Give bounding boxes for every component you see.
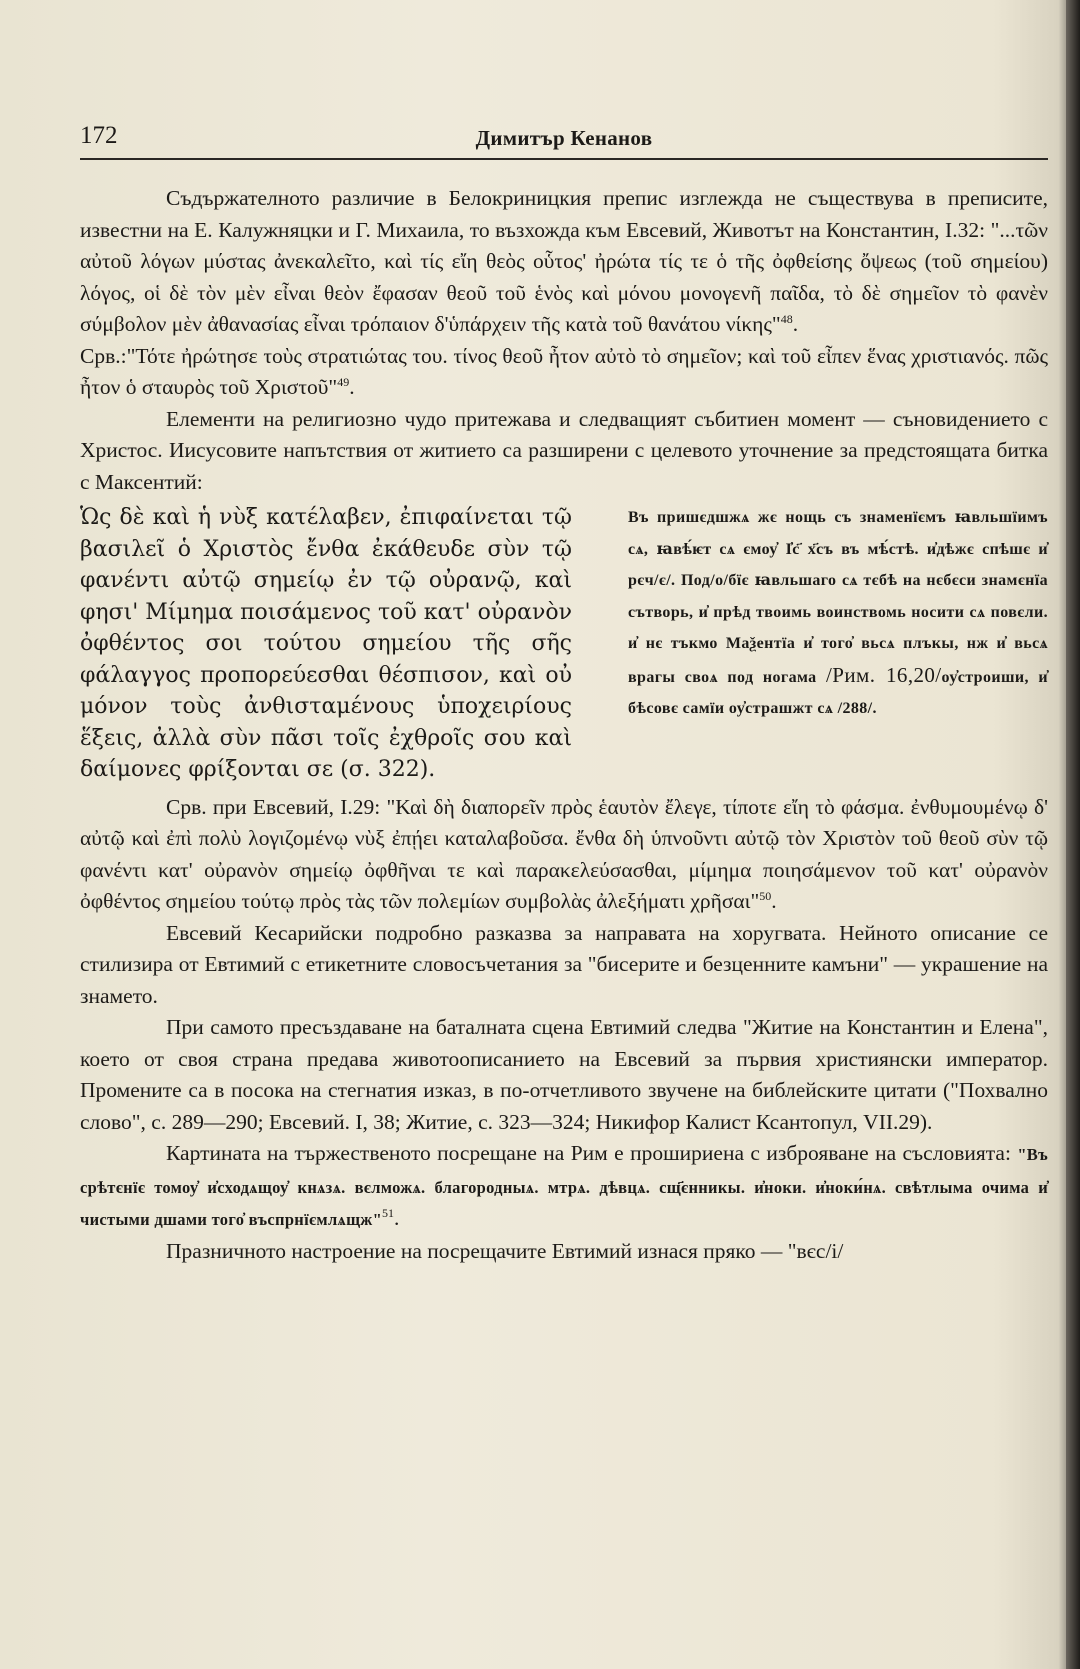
slavonic-column-text-a: Въ пришєдшжѧ жє нощь съ знаменїємъ ꙗвльшїимъ сѧ, ꙗвѣ́ѥт сѧ ємоу҆ І҆с҃ х҃съ въ мѣ́стѣ. и҆дѣжє спѣшє и҆ рєч/є/. Под/о/бїє ꙗвльшаго сѧ тєбѣ на нєбєси знамєнїа сътворь, и҆ прѣд твоимь воинствомь носити сѧ повєли. и҆ нє тъкмо Маѯентїа и҆ того҆ вьсѧ плъкы, нж и҆ вьсѧ врагы своѧ под ногама bbox=[628, 509, 1048, 686]
scripture-reference: /Рим. 16,20/ bbox=[826, 662, 942, 687]
paragraph-2 bbox=[80, 341, 1048, 404]
footnote-ref-48: 48 bbox=[780, 312, 793, 326]
page-header bbox=[80, 118, 1048, 160]
paragraph-1-end: . bbox=[792, 312, 799, 336]
running-head-author: Димитър Кенанов bbox=[475, 126, 653, 150]
page-number: 172 bbox=[80, 122, 118, 149]
text-body bbox=[80, 183, 1048, 1267]
parallel-columns bbox=[80, 502, 1048, 786]
paragraph-6: При самото пресъздаване на баталната сцена Евтимий следва "Житие на Константин и Елена", което от своя страна предава животоописанието на Евсевий за първия християнски император. Промените са в посока на стегнатия изказ, в по-отчетливото звучене на библейските цитати ("Похвално слово", с. 289—290; Евсевий. I, 38; Житие, с. 323—324; Никифор Калист Ксантопул, VII.29). bbox=[80, 1015, 1048, 1134]
paragraph-2-end: . bbox=[349, 375, 355, 399]
paragraph-4 bbox=[80, 792, 1048, 918]
paragraph-2-text: Срв.:"Τότε ἠρώτησε τοὺς στρατιώτας του. τίνος θεοῦ ἦτον αὐτὸ τὸ σημεῖον; καὶ τοῦ εἶπεν ἕνας χριστιανός. πῶς ἦτον ὁ σταυρὸς τοῦ Χριστοῦ" bbox=[80, 343, 1048, 399]
footnote-ref-49: 49 bbox=[337, 375, 350, 389]
paragraph-5: Евсевий Кесарийски подробно разказва за направата на хоругвата. Нейното описание се стилизира от Евтимий с етикетните словосъчетания за "бисерите и безценните камъни" — украшение на знамето. bbox=[80, 920, 1048, 1008]
paragraph-8: Празничното настроение на посрещачите Евтимий изнася пряко — "вєс/і/ bbox=[166, 1238, 844, 1263]
slavonic-column bbox=[628, 502, 1048, 786]
paragraph-4-end: . bbox=[771, 889, 777, 913]
book-spine-shadow bbox=[1066, 0, 1080, 1669]
paragraph-7-end: . bbox=[394, 1206, 400, 1230]
paragraph-1 bbox=[80, 183, 1048, 341]
slavonic-quote: "Въ срѣтєнїє томоу҆ и҆сходѧщоу҆ кнѧзѧ. вєлможѧ. благородныѧ. мтрѧ. дѣвцѧ. сщ҃єнникы. и҆ноки. и҆ноки́нѧ. свѣтлыма очима и҆ чистыми дшами того҆ въспрнїємлѧщж" bbox=[80, 1145, 1048, 1229]
greek-column: Ὡς δὲ καὶ ἡ νὺξ κατέλαβεν, ἐπιφαίνεται τῷ βασιλεῖ ὁ Χριστὸς ἔνθα ἐκάθευδε σὺν τῷ φανέντι αὐτῷ σημείῳ ἐν τῷ οὐρανῷ, καὶ φησι' Μίμημα ποισάμενος τοῦ κατ' οὐρανὸν ὀφθέντος σοι τούτου σημείου τῆς σῆς φάλαγγος προπορεύεσθαι θέσπισον, καὶ οὐ μόνον τοὺς ἀνθισταμένους ὑποχειρίους ἕξεις, ἀλλὰ σὺν πᾶσι τοῖς ἐχθροῖς σου καὶ δαίμονες φρίξονται σε (σ. 322). bbox=[80, 505, 572, 782]
footnote-ref-50: 50 bbox=[759, 889, 772, 903]
footnote-ref-51: 51 bbox=[382, 1206, 395, 1220]
slavonic-column-text-b: оу҆строиши, и҆ бѣсовє самїи оу҆страшжт сѧ /288/. bbox=[628, 668, 1048, 717]
paragraph-7 bbox=[80, 1138, 1048, 1236]
paragraph-3: Елементи на религиозно чудо притежава и следващият събитиен момент — съновидението с Христос. Иисусовите напътствия от житието са разширени с целевото уточнение за предстоящата битка с Максентий: bbox=[80, 406, 1048, 494]
paragraph-7-text: Картината на тържественото посрещане на Рим е прошириена с изброяване на съсловията: bbox=[166, 1141, 1011, 1165]
paragraph-1-text: Съдържателното различие в Белокриницкия препис изглежда не съществува в преписите, известни на Е. Калужняцки и Г. Михаила, то възхожда към Евсевий, Животът на Константин, I.32: "...τῶν αὐτοῦ λόγων μύστας ἀνεκαλεῖτο, καὶ τίς εἴη θεὸς οὗτος' ἠρώτα τίς τε ὁ τῆς ὀφθείσης ὄψεως (τοῦ σημείου) λόγος, οἱ δὲ τὸν μὲν εἶναι θεὸν ἔφασαν θεοῦ τοῦ ἑνὸς καὶ μόνου μονογενῆ παῖδα, τὸ δὲ σημεῖον τὸ φανὲν σύμβολον μὲν ἀθανασίας εἶναι τρόπαιον δ'ὑπάρχειν τῆς κατὰ τοῦ θανάτου νίκης" bbox=[80, 186, 1048, 336]
paragraph-4-text: Срв. при Евсевий, I.29: "Καὶ δὴ διαπορεῖν πρὸς ἑαυτὸν ἔλεγε, τίποτε εἴη τὸ φάσμα. ἐνθυμουμένῳ δ' αὐτῷ καὶ ἐπὶ πολὺ λογιζομένῳ νὺξ ἐπῄει καταλαβοῦσα. ἔνθα δὴ ὑπνοῦντι αὐτῷ τὸν Χριστὸν τοῦ θεοῦ σὺν τῷ φανέντι κατ' οὐρανὸν σημείῳ ὀφθῆναι τε καὶ παρακελεύσασθαι, μίμημα ποιησάμενον τοῦ κατ' οὐρανὸν ὀφθέντος σημείου τούτῳ πρὸς τὰς τῶν πολεμίων συμβολὰς ἀλεξήματι χρῆσαι" bbox=[80, 794, 1048, 913]
